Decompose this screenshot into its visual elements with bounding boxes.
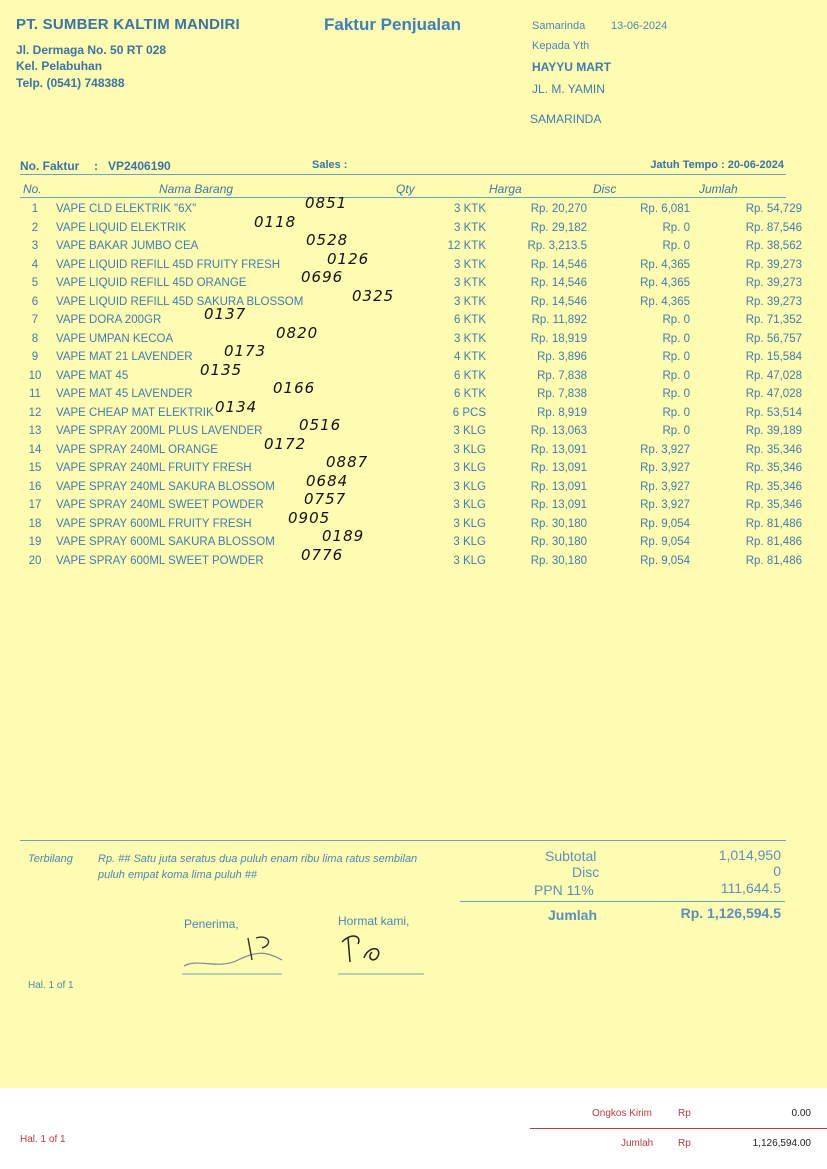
- cell-name: VAPE SPRAY 240ML FRUITY FRESH: [56, 462, 252, 475]
- cell-qty: 3 KLG: [453, 554, 486, 567]
- cell-disc: Rp. 0: [662, 425, 690, 438]
- sales-label: Sales :: [312, 159, 348, 171]
- handwritten-note: 0851: [305, 194, 348, 212]
- table-row: [20, 441, 802, 460]
- handwritten-note: 0684: [306, 471, 349, 490]
- table-row: [20, 200, 802, 219]
- cell-disc: Rp. 3,927: [640, 480, 690, 493]
- col-name: Nama Barang: [159, 182, 234, 196]
- cell-price: Rp. 14,546: [530, 277, 587, 290]
- cell-name: VAPE SPRAY 600ML FRUITY FRESH: [56, 517, 252, 530]
- cell-disc: Rp. 0: [662, 221, 690, 234]
- table-row: [20, 404, 802, 423]
- page-indicator: Hal. 1 of 1: [28, 980, 74, 991]
- cell-disc: Rp. 9,054: [640, 554, 690, 567]
- cell-total: Rp. 35,346: [745, 499, 802, 512]
- table-row: [20, 256, 802, 275]
- footer-total-currency: Rp: [678, 1138, 691, 1149]
- handwritten-note: 0776: [301, 545, 344, 564]
- handwritten-note: 0820: [276, 323, 319, 342]
- cell-no: 1: [31, 203, 39, 216]
- cell-total: Rp. 39,273: [745, 277, 802, 290]
- cell-qty: 3 KTK: [454, 221, 486, 234]
- table-row: [20, 459, 802, 478]
- cell-price: Rp. 3,896: [537, 351, 587, 364]
- cell-total: Rp. 39,273: [745, 295, 802, 308]
- handwritten-note: 0126: [327, 249, 370, 268]
- cell-qty: 3 KTK: [454, 332, 486, 345]
- invoice-date: 13-06-2024: [611, 20, 668, 32]
- ongkos-currency: Rp: [678, 1108, 691, 1119]
- footer-rule: [530, 1128, 827, 1129]
- cell-qty: 6 KTK: [454, 314, 486, 327]
- receiver-label: Penerima,: [184, 917, 239, 931]
- cell-no: 19: [28, 536, 42, 549]
- cell-price: Rp. 14,546: [530, 258, 587, 271]
- cell-name: VAPE SPRAY 240ML SAKURA BLOSSOM: [56, 480, 275, 493]
- invoice-number-label: No. Faktur: [20, 159, 80, 173]
- table-row: [20, 311, 802, 330]
- cell-qty: 4 KTK: [454, 351, 486, 364]
- col-disc: Disc: [593, 182, 617, 196]
- handwritten-note: 0905: [288, 508, 331, 527]
- cell-disc: Rp. 9,054: [640, 536, 690, 549]
- cell-price: Rp. 13,091: [530, 443, 587, 456]
- handwritten-note: 0173: [224, 342, 267, 360]
- invoice-bar: No. Faktur : VP2406190 Sales : Jatuh Tempo : 20-06-2024: [20, 159, 784, 173]
- cell-qty: 3 KLG: [453, 462, 486, 475]
- invoice-number: VP2406190: [108, 159, 171, 173]
- cell-price: Rp. 7,838: [537, 388, 587, 401]
- handwritten-note: 0135: [200, 360, 243, 379]
- cell-price: Rp. 18,919: [530, 332, 587, 345]
- cell-no: 2: [31, 221, 39, 234]
- cell-total: Rp. 35,346: [745, 480, 802, 493]
- cell-total: Rp. 53,514: [745, 406, 802, 419]
- cell-qty: 3 KTK: [454, 258, 486, 271]
- cell-qty: 3 KTK: [454, 295, 486, 308]
- col-no: No.: [23, 182, 42, 196]
- cell-total: Rp. 56,757: [745, 332, 802, 345]
- cell-total: Rp. 47,028: [745, 388, 802, 401]
- print-footer: [0, 1088, 827, 1169]
- cell-total: Rp. 81,486: [745, 536, 802, 549]
- cell-name: VAPE SPRAY 200ML PLUS LAVENDER: [56, 425, 263, 438]
- cell-disc: Rp. 3,927: [640, 443, 690, 456]
- company-address-line2: Kel. Pelabuhan: [16, 59, 103, 73]
- cell-qty: 6 PCS: [452, 406, 486, 419]
- items-table: [20, 200, 802, 570]
- footer-total-value: 1,126,594.00: [752, 1138, 811, 1149]
- cell-name: VAPE SPRAY 240ML ORANGE: [56, 443, 218, 456]
- cell-disc: Rp. 0: [662, 406, 690, 419]
- cell-price: Rp. 11,892: [531, 314, 587, 327]
- cell-name: VAPE UMPAN KECOA: [56, 332, 174, 345]
- disc-value: 0: [773, 863, 781, 879]
- cell-price: Rp. 8,919: [537, 406, 587, 419]
- invoice-city: Samarinda: [532, 20, 586, 32]
- footer-total-label: Jumlah: [621, 1138, 654, 1149]
- handwritten-note: 0528: [306, 231, 349, 249]
- customer-city: SAMARINDA: [530, 112, 602, 126]
- cell-no: 6: [31, 295, 39, 308]
- ongkos-value: 0.00: [791, 1108, 811, 1119]
- cell-total: Rp. 81,486: [745, 517, 802, 530]
- disc-label: Disc: [572, 864, 600, 880]
- receiver-signature: [178, 930, 288, 978]
- cell-total: Rp. 71,352: [745, 314, 802, 327]
- company-phone: Telp. (0541) 748388: [16, 76, 125, 90]
- col-price: Harga: [489, 182, 522, 196]
- handwritten-note: 0325: [352, 286, 395, 305]
- cell-no: 3: [31, 240, 39, 253]
- cell-price: Rp. 13,091: [530, 499, 587, 512]
- table-row: [20, 496, 802, 515]
- cell-disc: Rp. 9,054: [640, 517, 690, 530]
- cell-total: Rp. 39,189: [745, 425, 802, 438]
- company-name: PT. SUMBER KALTIM MANDIRI: [16, 16, 240, 33]
- cell-qty: 3 KLG: [453, 480, 486, 493]
- cell-disc: Rp. 4,365: [640, 277, 690, 290]
- handwritten-note: 0696: [301, 268, 344, 286]
- cell-price: Rp. 13,091: [530, 480, 587, 493]
- cell-total: Rp. 39,273: [745, 258, 802, 271]
- subtotal-label: Subtotal: [545, 848, 597, 864]
- table-row: [20, 478, 802, 497]
- cell-total: Rp. 35,346: [745, 462, 802, 475]
- cell-name: VAPE CHEAP MAT ELEKTRIK: [56, 406, 214, 419]
- customer-address: JL. M. YAMIN: [532, 82, 605, 96]
- cell-name: VAPE MAT 21 LAVENDER: [56, 351, 193, 364]
- cell-no: 13: [28, 425, 42, 438]
- cell-total: Rp. 81,486: [745, 554, 802, 567]
- ppn-label: PPN 11%: [534, 882, 594, 898]
- cell-qty: 3 KLG: [453, 499, 486, 512]
- sender-label: Hormat kami,: [338, 914, 410, 928]
- cell-name: VAPE LIQUID REFILL 45D ORANGE: [56, 277, 247, 290]
- table-row: [20, 422, 802, 441]
- table-row: [20, 348, 802, 367]
- handwritten-note: 0887: [326, 453, 369, 471]
- col-qty: Qty: [396, 182, 415, 196]
- table-row: [20, 219, 802, 238]
- cell-no: 11: [29, 388, 41, 401]
- cell-price: Rp. 20,270: [530, 203, 587, 216]
- cell-qty: 3 KLG: [453, 425, 486, 438]
- customer-name: HAYYU MART: [532, 60, 611, 74]
- table-row: [20, 237, 802, 256]
- cell-disc: Rp. 0: [662, 332, 690, 345]
- cell-no: 4: [31, 258, 39, 271]
- table-row: [20, 330, 802, 349]
- cell-disc: Rp. 0: [662, 369, 690, 382]
- cell-name: VAPE SPRAY 240ML SWEET POWDER: [56, 499, 264, 512]
- handwritten-note: 0134: [215, 397, 258, 416]
- cell-disc: Rp. 3,927: [640, 499, 690, 512]
- subtotal-value: 1,014,950: [718, 847, 781, 863]
- table-header-rule: [20, 197, 786, 198]
- cell-name: VAPE DORA 200GR: [56, 314, 162, 327]
- handwritten-note: 0166: [273, 379, 316, 397]
- ongkos-label: Ongkos Kirim: [592, 1108, 653, 1119]
- cell-disc: Rp. 0: [662, 351, 690, 364]
- to-label: Kepada Yth: [532, 40, 590, 52]
- cell-price: Rp. 14,546: [530, 295, 587, 308]
- cell-name: VAPE LIQUID REFILL 45D SAKURA BLOSSOM: [56, 295, 304, 308]
- cell-disc: Rp. 6,081: [640, 203, 690, 216]
- cell-price: Rp. 29,182: [530, 221, 587, 234]
- cell-qty: 3 KLG: [453, 517, 486, 530]
- total-value: Rp. 1,126,594.5: [680, 905, 781, 921]
- cell-disc: Rp. 0: [662, 388, 690, 401]
- ppn-value: 111,644.5: [720, 880, 781, 896]
- cell-price: Rp. 13,063: [530, 425, 587, 438]
- due-date: Jatuh Tempo : 20-06-2024: [650, 159, 784, 171]
- handwritten-note: 0757: [304, 490, 347, 508]
- cell-disc: Rp. 4,365: [640, 295, 690, 308]
- sender-signature: [338, 928, 428, 978]
- cell-qty: 12 KTK: [447, 240, 486, 253]
- cell-no: 12: [28, 406, 42, 419]
- summary-rule: [20, 840, 786, 841]
- cell-price: Rp. 13,091: [530, 462, 587, 475]
- handwritten-note: 0137: [204, 305, 247, 323]
- cell-name: VAPE LIQUID ELEKTRIK: [56, 221, 187, 234]
- cell-no: 14: [28, 443, 42, 456]
- cell-name: VAPE BAKAR JUMBO CEA: [56, 240, 199, 253]
- table-row: [20, 274, 802, 293]
- cell-disc: Rp. 0: [662, 240, 690, 253]
- cell-total: Rp. 47,028: [745, 369, 802, 382]
- cell-qty: 3 KTK: [454, 277, 486, 290]
- cell-price: Rp. 30,180: [530, 517, 587, 530]
- cell-no: 9: [31, 351, 39, 364]
- handwritten-note: 0516: [299, 416, 342, 434]
- total-rule: [460, 901, 785, 902]
- table-row: [20, 552, 802, 571]
- table-row: [20, 367, 802, 386]
- cell-total: Rp. 54,729: [745, 203, 802, 216]
- handwritten-note: 0189: [322, 527, 365, 545]
- cell-no: 10: [28, 369, 42, 382]
- cell-price: Rp. 3,213.5: [527, 240, 587, 253]
- terbilang-text: Rp. ## Satu juta seratus dua puluh enam ribu lima ratus sembilan puluh empat koma lima puluh ##: [98, 853, 418, 881]
- table-row: [20, 293, 802, 312]
- cell-no: 16: [28, 480, 42, 493]
- cell-name: VAPE MAT 45: [56, 369, 129, 382]
- cell-disc: Rp. 3,927: [640, 462, 690, 475]
- cell-qty: 6 KTK: [454, 369, 486, 382]
- total-label: Jumlah: [548, 907, 598, 923]
- cell-qty: 3 KLG: [453, 443, 486, 456]
- cell-price: Rp. 30,180: [530, 536, 587, 549]
- cell-name: VAPE SPRAY 600ML SWEET POWDER: [56, 554, 264, 567]
- document-title: Faktur Penjualan: [324, 15, 461, 34]
- cell-disc: Rp. 4,365: [640, 258, 690, 271]
- cell-qty: 3 KLG: [453, 536, 486, 549]
- cell-price: Rp. 7,838: [537, 369, 587, 382]
- cell-no: 7: [31, 314, 39, 327]
- table-row: [20, 533, 802, 552]
- cell-disc: Rp. 0: [662, 314, 690, 327]
- cell-no: 8: [31, 332, 39, 345]
- cell-total: Rp. 38,562: [745, 240, 802, 253]
- cell-no: 17: [28, 499, 42, 512]
- col-total: Jumlah: [699, 182, 738, 196]
- cell-no: 15: [28, 462, 42, 475]
- cell-no: 5: [31, 277, 39, 290]
- cell-no: 20: [28, 554, 42, 567]
- cell-name: VAPE CLD ELEKTRIK "6X": [56, 203, 197, 216]
- cell-name: VAPE SPRAY 600ML SAKURA BLOSSOM: [56, 536, 275, 549]
- table-row: [20, 515, 802, 534]
- cell-total: Rp. 35,346: [745, 443, 802, 456]
- cell-name: VAPE LIQUID REFILL 45D FRUITY FRESH: [56, 258, 281, 271]
- terbilang-label: Terbilang: [28, 853, 73, 865]
- cell-total: Rp. 15,584: [745, 351, 802, 364]
- cell-name: VAPE MAT 45 LAVENDER: [56, 388, 193, 401]
- handwritten-note: 0172: [264, 434, 307, 453]
- company-address-line1: Jl. Dermaga No. 50 RT 028: [16, 43, 167, 57]
- cell-no: 18: [28, 517, 42, 530]
- cell-qty: 6 KTK: [454, 388, 486, 401]
- cell-total: Rp. 87,546: [745, 221, 802, 234]
- footer-page-indicator: Hal. 1 of 1: [20, 1134, 66, 1145]
- handwritten-note: 0118: [254, 212, 297, 231]
- cell-qty: 3 KTK: [454, 203, 486, 216]
- table-row: [20, 385, 802, 404]
- cell-price: Rp. 30,180: [530, 554, 587, 567]
